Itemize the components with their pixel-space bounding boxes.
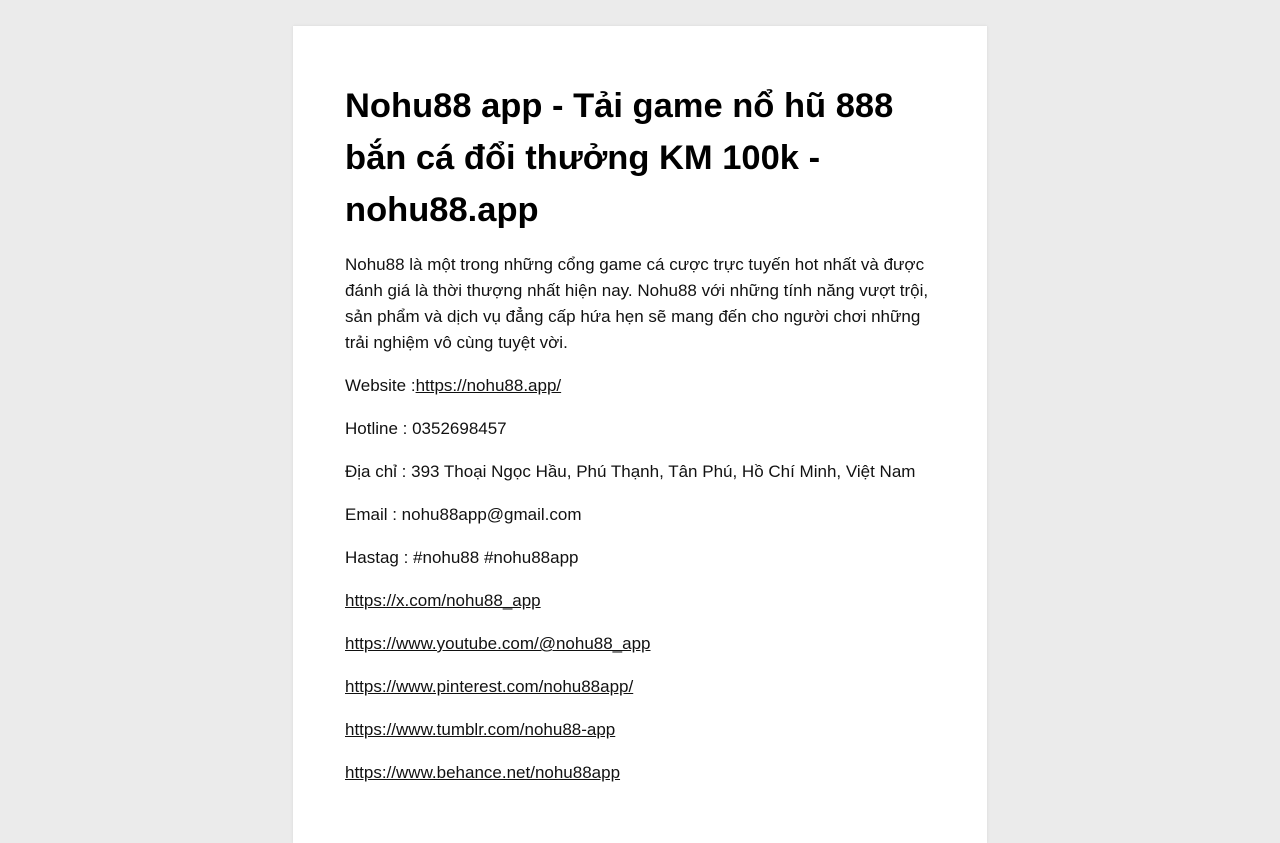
- link-pinterest: [345, 674, 935, 700]
- address-line: Địa chỉ : 393 Thoại Ngọc Hầu, Phú Thạnh, Tân Phú, Hồ Chí Minh, Việt Nam: [345, 462, 916, 481]
- article-title: Nohu88 app - Tải game nổ hũ 888 bắn cá đổi thưởng KM 100k - nohu88.app: [345, 87, 894, 229]
- link-youtube: [345, 631, 935, 657]
- x-link[interactable]: https://x.com/nohu88_app: [345, 591, 541, 610]
- email-line: Email : nohu88app@gmail.com: [345, 505, 582, 524]
- behance-link[interactable]: https://www.behance.net/nohu88app: [345, 763, 621, 782]
- pinterest-link[interactable]: https://www.pinterest.com/nohu88app/: [345, 677, 634, 696]
- link-tumblr: [345, 717, 935, 743]
- tumblr-link[interactable]: https://www.tumblr.com/nohu88-app: [345, 720, 616, 739]
- website-line: [345, 373, 935, 399]
- article-card: [293, 26, 987, 843]
- hashtag-line: Hastag : #nohu88 #nohu88app: [345, 548, 579, 567]
- link-behance: [345, 760, 935, 786]
- hotline-line: Hotline : 0352698457: [345, 419, 507, 438]
- link-x: [345, 588, 935, 614]
- website-label: Website :: [345, 376, 416, 395]
- website-link[interactable]: https://nohu88.app/: [415, 376, 562, 395]
- intro-paragraph: Nohu88 là một trong những cổng game cá cược trực tuyến hot nhất và được đánh giá là thời thượng nhất hiện nay. Nohu88 với những tính năng vượt trội, sản phẩm và dịch vụ đẳng cấp hứa hẹn sẽ mang đến cho người chơi những trải nghiệm vô cùng tuyệt vời.: [345, 255, 929, 352]
- youtube-link[interactable]: https://www.youtube.com/@nohu88_app: [345, 634, 651, 653]
